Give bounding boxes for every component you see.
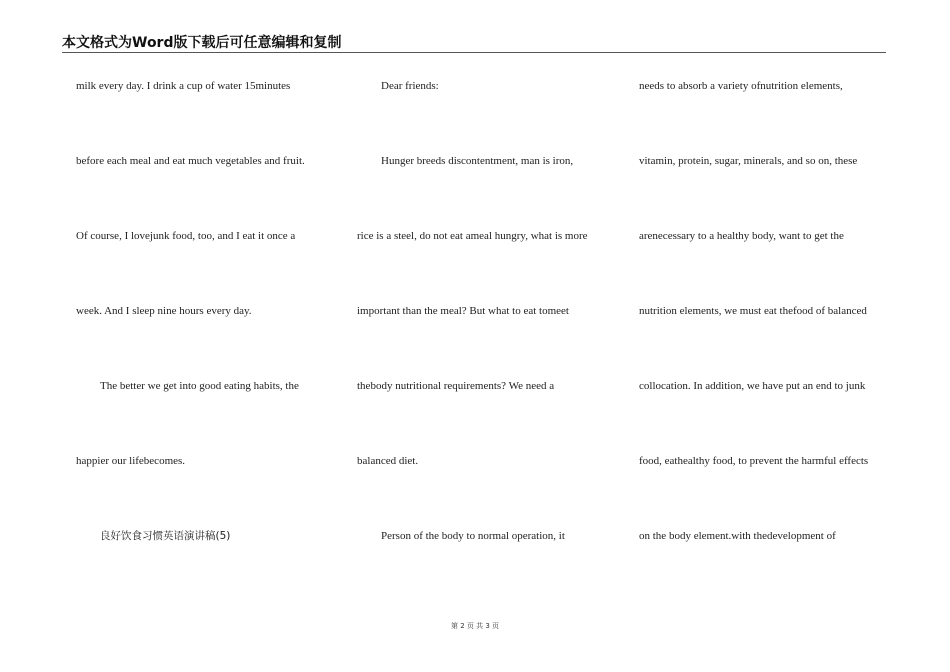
text-line: food, eathealthy food, to prevent the harmful effects	[639, 455, 869, 467]
header-divider	[62, 52, 886, 53]
text-line: Person of the body to normal operation, it	[381, 530, 565, 542]
text-line: rice is a steel, do not eat ameal hungry, what is more	[357, 230, 588, 242]
text-line: balanced diet.	[357, 455, 419, 467]
text-line: needs to absorb a variety ofnutrition elements,	[639, 80, 843, 92]
text-line: Of course, I lovejunk food, too, and I eat it once a	[76, 230, 296, 242]
text-line: collocation. In addition, we have put an end to junk	[639, 380, 866, 392]
text-line: vitamin, protein, sugar, minerals, and so on, these	[639, 155, 858, 167]
text-line: Hunger breeds discontentment, man is iron,	[381, 155, 574, 167]
text-line: thebody nutritional requirements? We need a	[357, 380, 555, 392]
text-line: happier our lifebecomes.	[76, 455, 186, 467]
text-line: week. And I sleep nine hours every day.	[76, 305, 252, 317]
text-line: before each meal and eat much vegetables and fruit.	[76, 155, 305, 167]
text-line: arenecessary to a healthy body, want to get the	[639, 230, 844, 242]
section-heading: 良好饮食习惯英语演讲稿(5)	[100, 530, 231, 542]
text-line: The better we get into good eating habits, the	[100, 380, 299, 392]
text-line: important than the meal? But what to eat tomeet	[357, 305, 569, 317]
salutation: Dear friends:	[381, 80, 439, 92]
text-line: on the body element.with thedevelopment of	[639, 530, 836, 542]
document-header-title: 本文格式为Word版下载后可任意编辑和复制	[62, 35, 342, 51]
text-line: nutrition elements, we must eat thefood of balanced	[639, 305, 867, 317]
text-line: milk every day. I drink a cup of water 15minutes	[76, 80, 291, 92]
page-number-footer: 第 2 页 共 3 页	[450, 622, 500, 630]
